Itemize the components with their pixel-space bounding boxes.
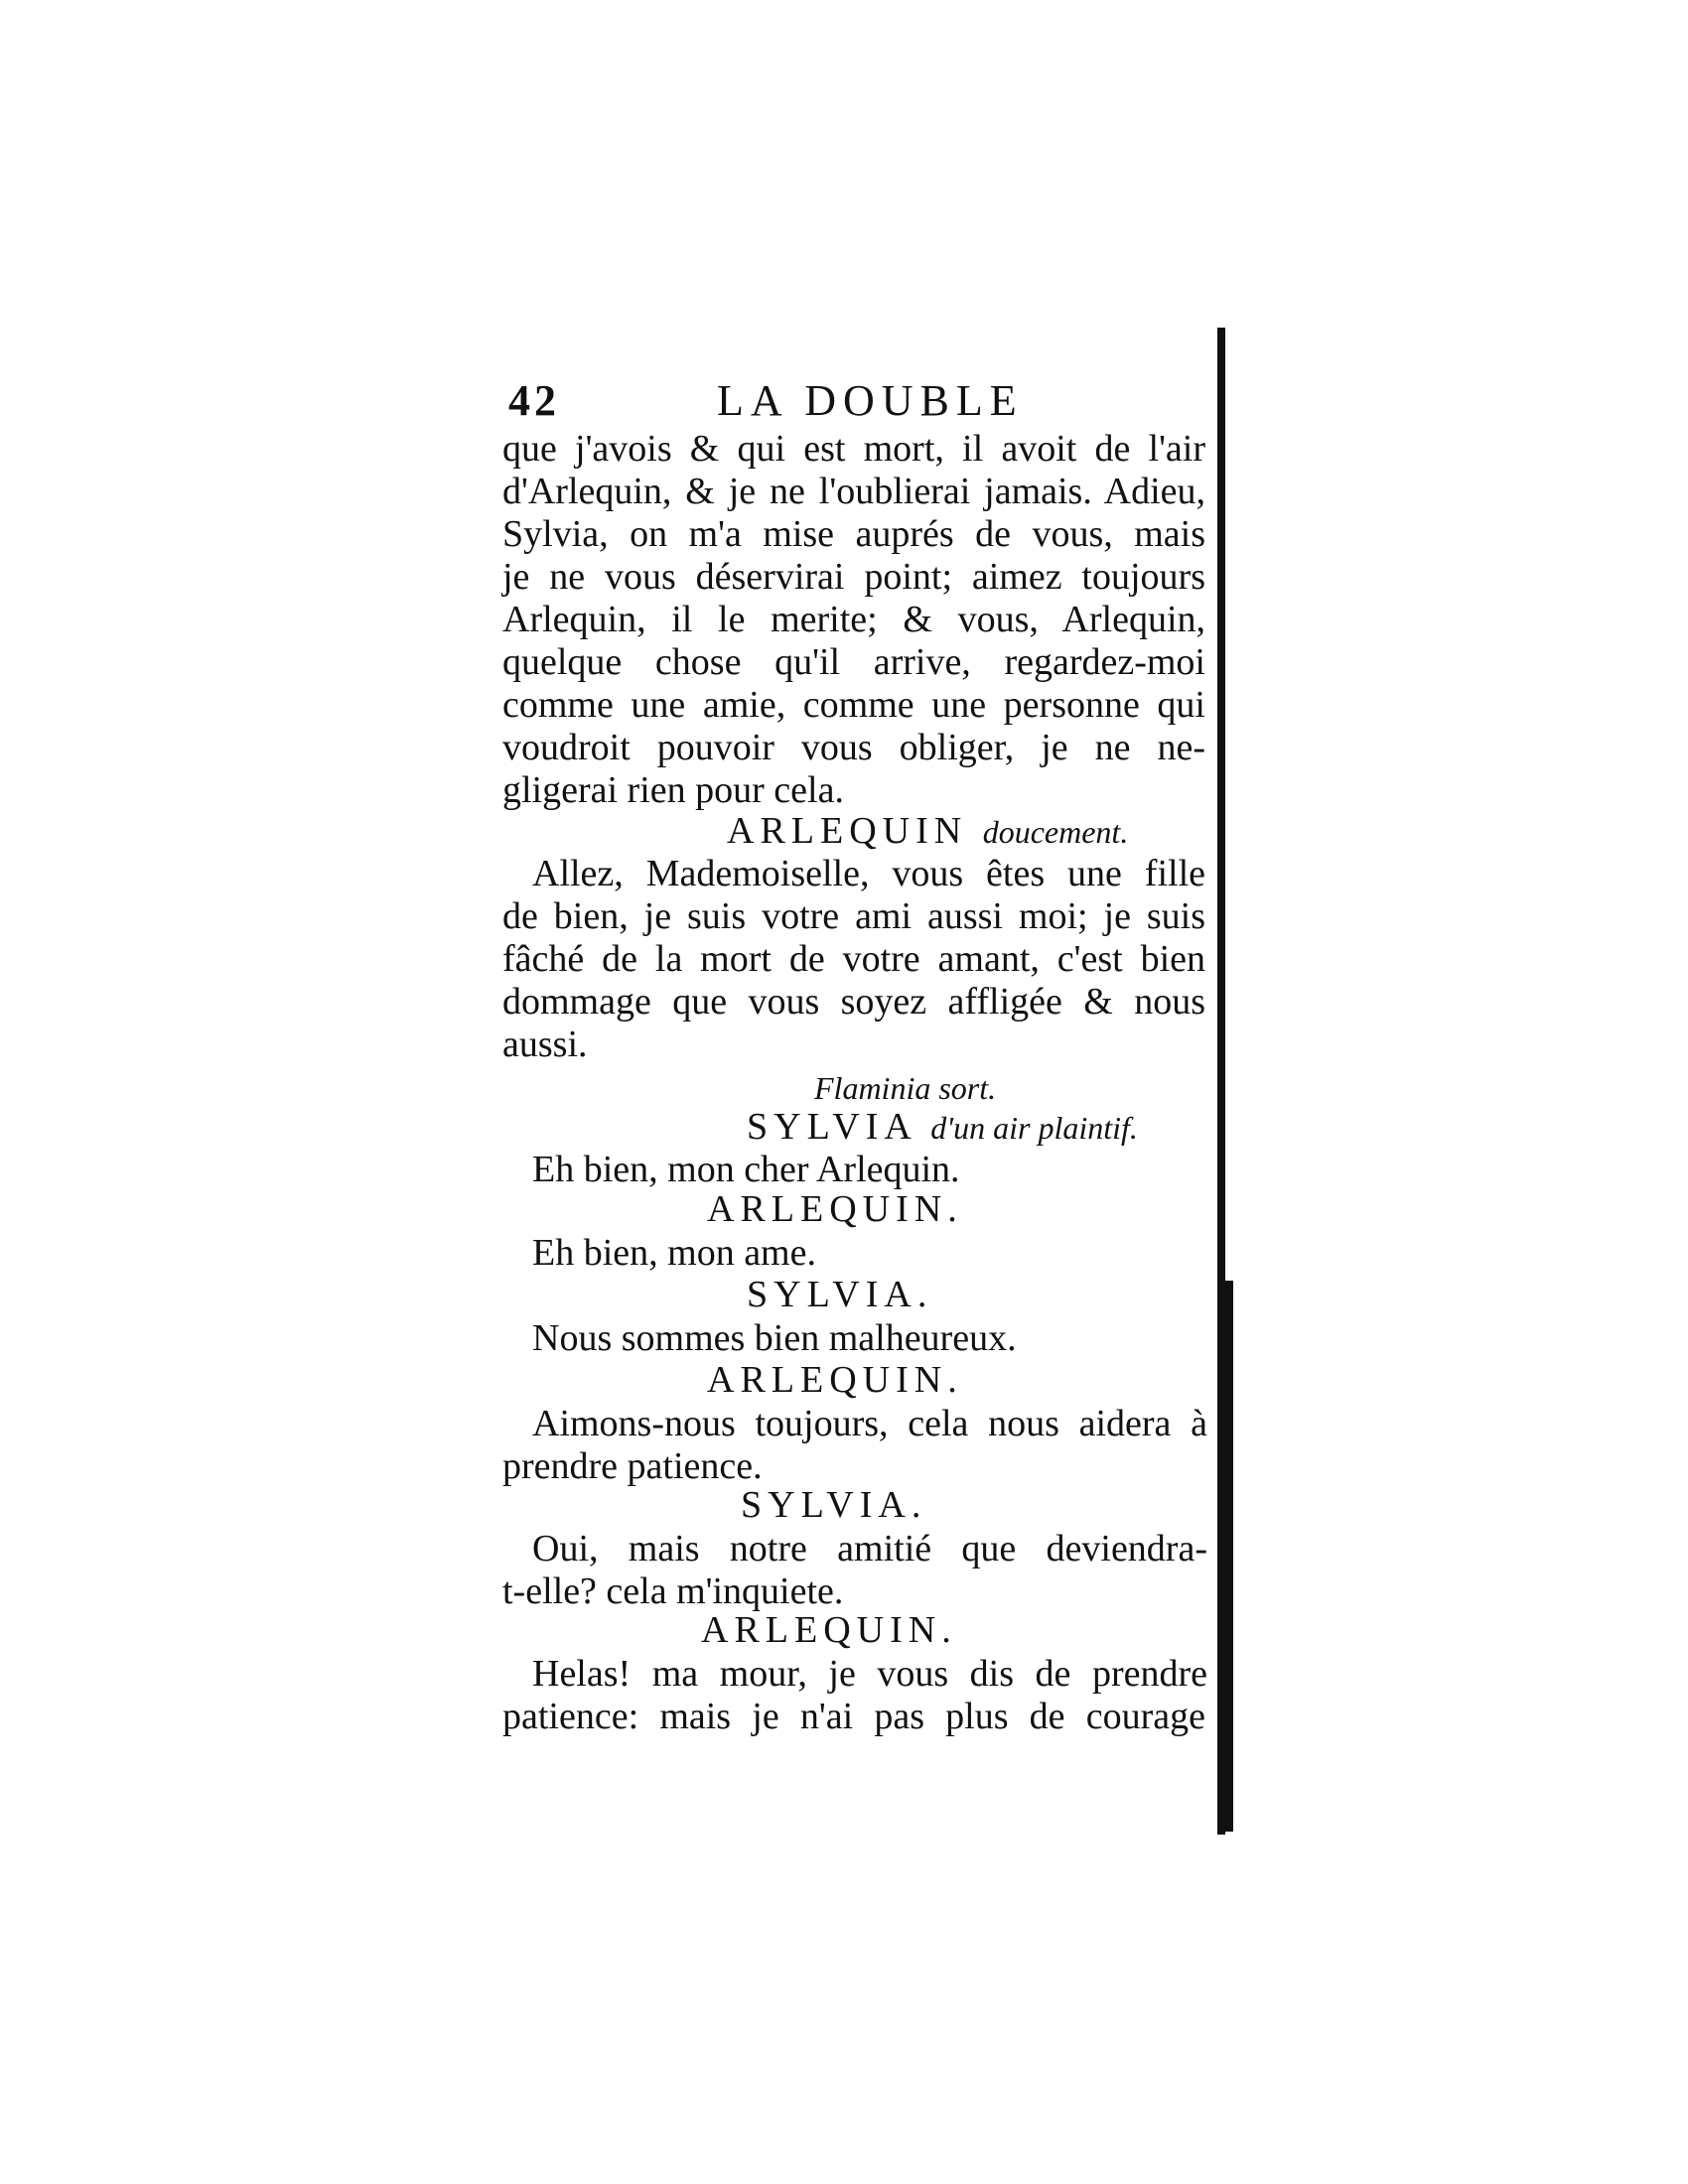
stage-direction: doucement. [982, 814, 1129, 850]
text-line: quelque chose qu'il arrive, regardez-moi [502, 641, 1205, 683]
text-line: Eh bien, mon cher Arlequin. [532, 1149, 960, 1190]
text-line: Sylvia, on m'a mise auprés de vous, mais [502, 513, 1205, 555]
text-line: de bien, je suis votre ami aussi moi; je suis [502, 895, 1205, 937]
speaker-name: ARLEQUIN. [701, 1609, 957, 1651]
text-line: patience: mais je n'ai pas plus de courage [502, 1696, 1205, 1737]
text-line: t-elle? cela m'inquiete. [502, 1570, 844, 1612]
text-line: Nous sommes bien malheureux. [532, 1317, 1017, 1359]
text-line: voudroit pouvoir vous obliger, je ne ne- [502, 727, 1205, 768]
text-line: d'Arlequin, & je ne l'oublierai jamais. Adieu, [502, 471, 1205, 512]
text-line: gligerai rien pour cela. [502, 769, 844, 811]
speaker-name [727, 809, 1128, 853]
speaker-name: ARLEQUIN. [707, 1359, 963, 1401]
speaker-name: SYLVIA. [741, 1484, 927, 1526]
text-line: Oui, mais notre amitié que deviendra- [532, 1528, 1207, 1570]
text-line: comme une amie, comme une personne qui [502, 684, 1205, 726]
text-line: que j'avois & qui est mort, il avoit de l'air [502, 428, 1205, 470]
speaker-name [747, 1105, 1138, 1149]
page-number: 42 [508, 376, 560, 425]
text-line: prendre patience. [502, 1445, 763, 1487]
speaker-label: ARLEQUIN [727, 810, 968, 852]
speaker-name: ARLEQUIN. [707, 1188, 963, 1230]
running-title: LA DOUBLE [717, 376, 1024, 425]
stage-direction: Flaminia sort. [814, 1070, 997, 1106]
text-line: Eh bien, mon ame. [532, 1232, 816, 1274]
text-line: fâché de la mort de votre amant, c'est bien [502, 938, 1205, 980]
text-line: je ne vous déservirai point; aimez toujours [502, 556, 1205, 598]
text-line: Helas! ma mour, je vous dis de prendre [532, 1653, 1207, 1695]
speaker-name: SYLVIA. [747, 1274, 933, 1315]
text-line: Allez, Mademoiselle, vous êtes une fille [532, 853, 1205, 894]
running-header [508, 375, 1203, 435]
page-edge-shadow-thick [1219, 1281, 1233, 1832]
speaker-label: SYLVIA [747, 1106, 915, 1148]
stage-direction: d'un air plaintif. [930, 1110, 1138, 1146]
text-line: Arlequin, il le merite; & vous, Arlequin, [502, 599, 1205, 640]
text-line: Aimons-nous toujours, cela nous aidera à [532, 1403, 1207, 1444]
text-line: dommage que vous soyez affligée & nous [502, 981, 1205, 1023]
text-line: aussi. [502, 1024, 588, 1065]
